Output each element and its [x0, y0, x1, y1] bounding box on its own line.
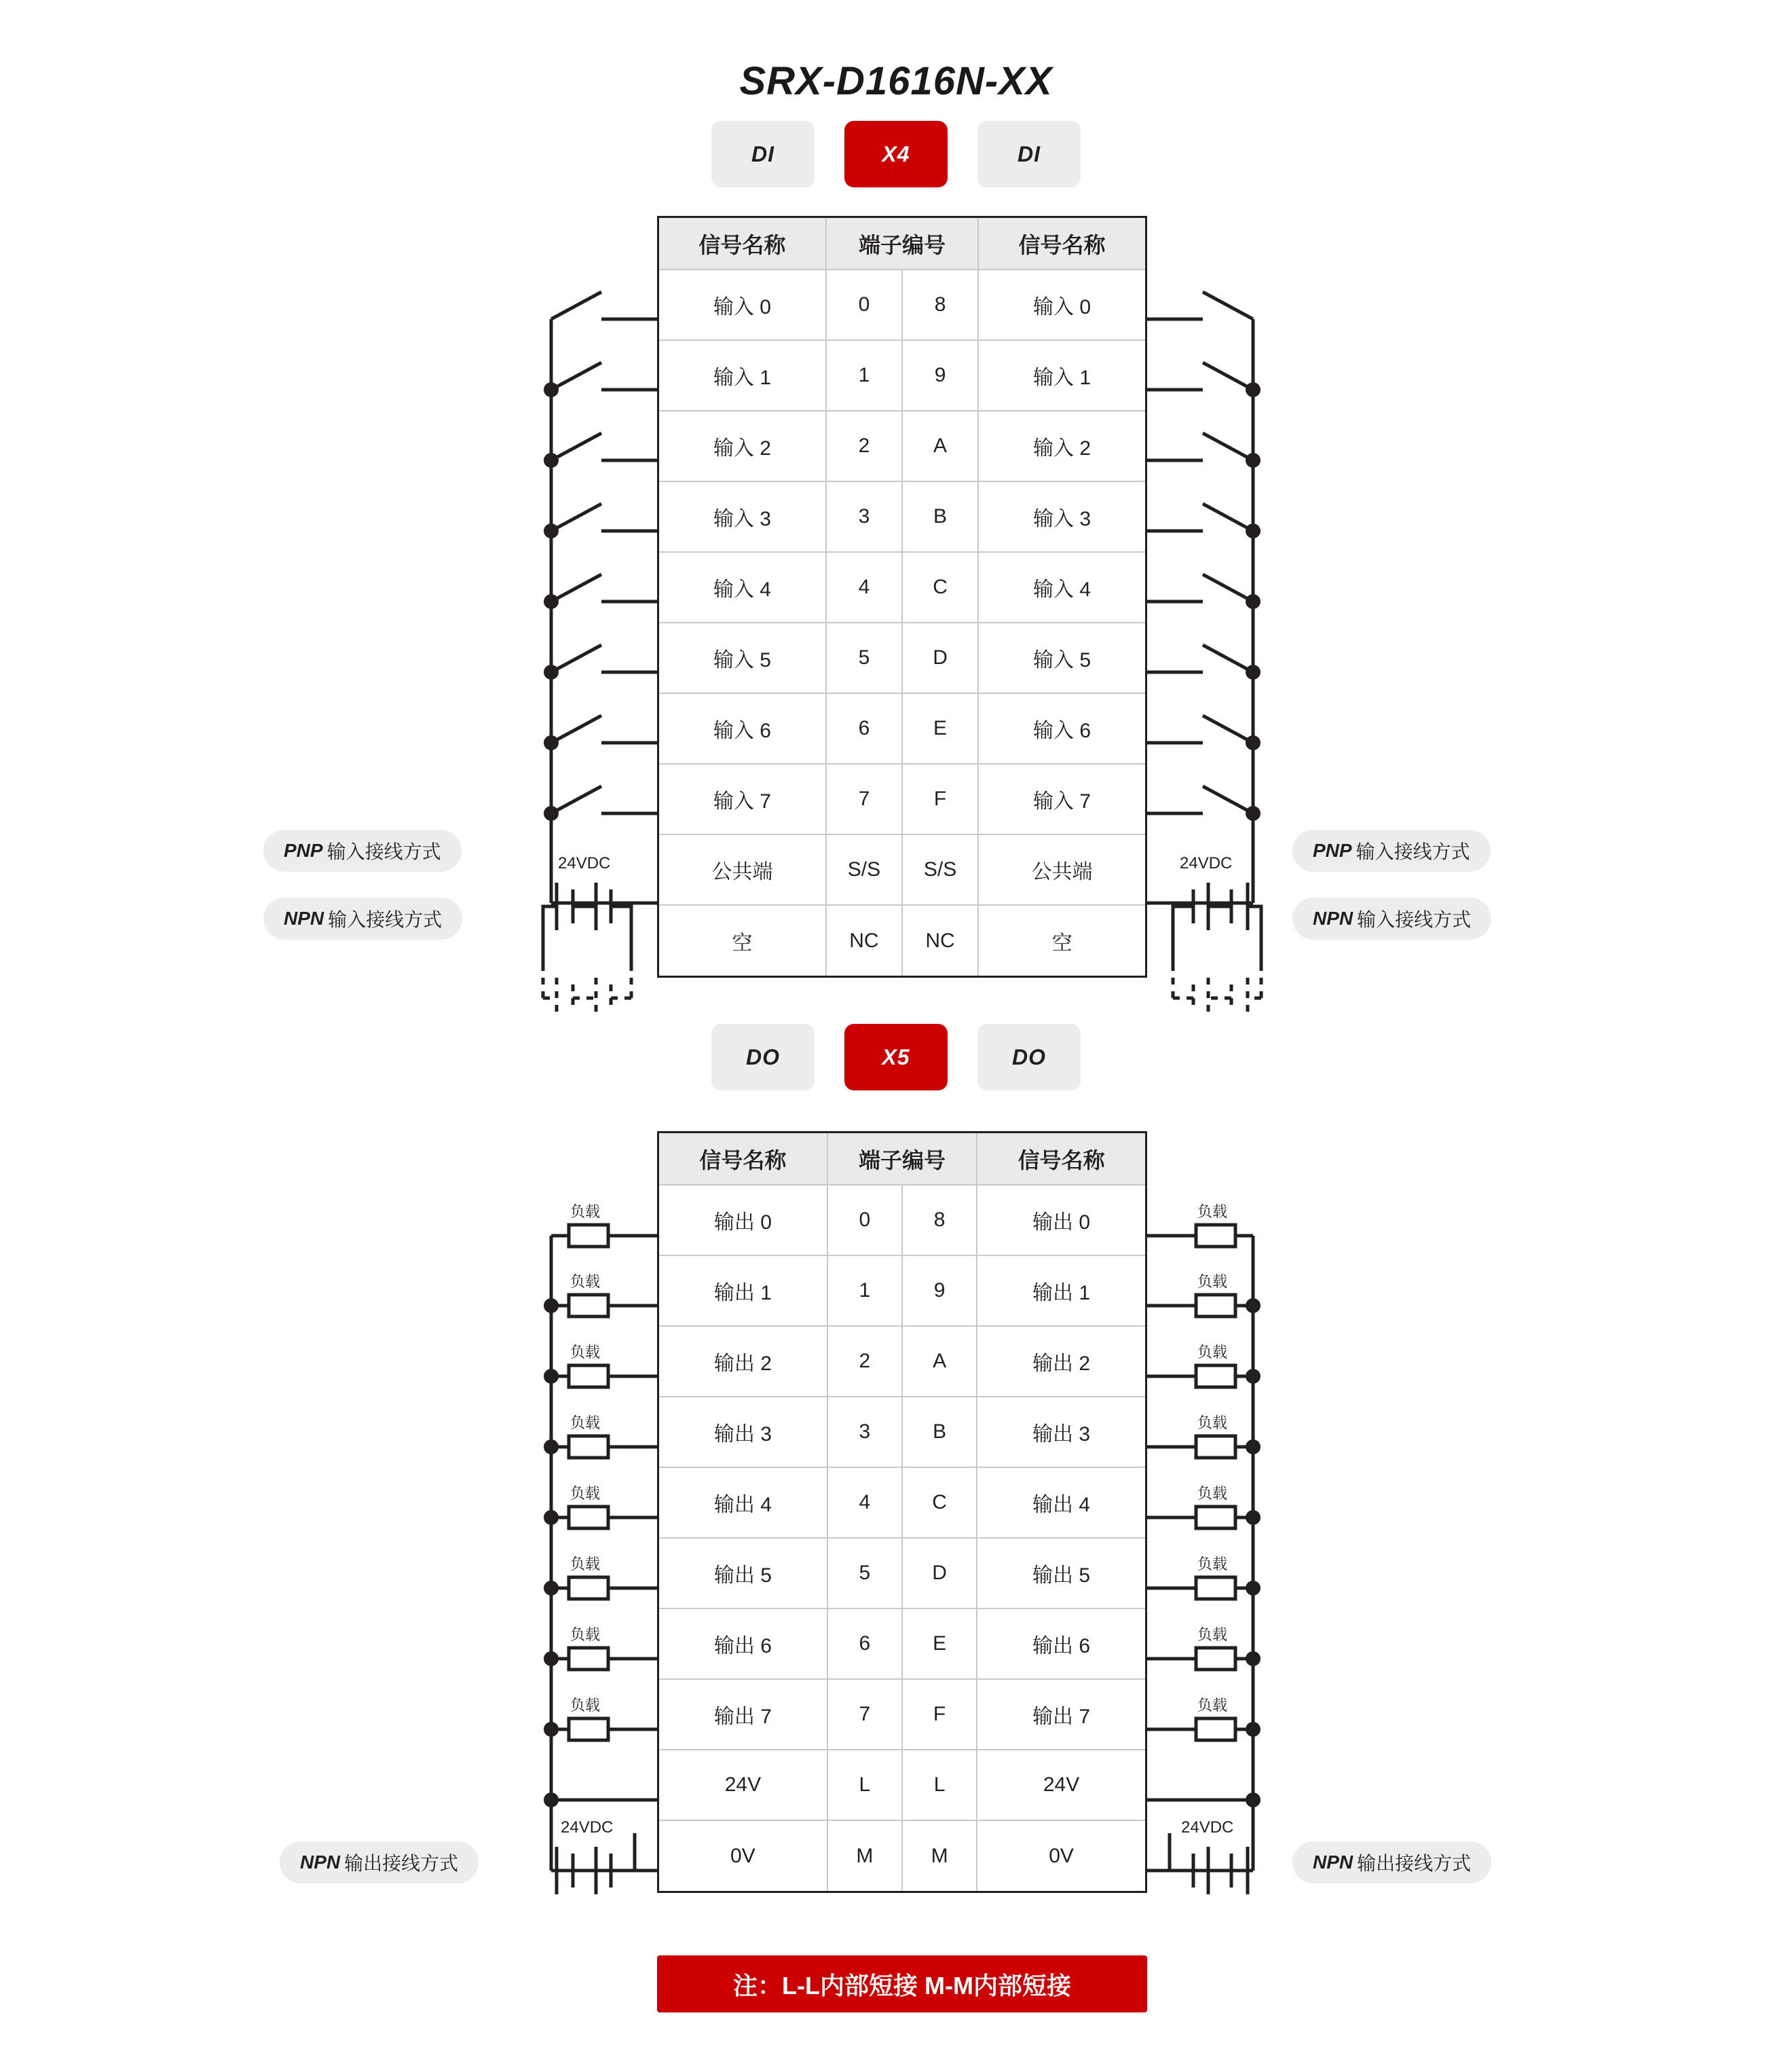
- cell-signal-right: 输入 3: [978, 481, 1145, 552]
- cell-signal-left: 输出 3: [659, 1397, 827, 1467]
- chip-do-left: DO: [711, 1024, 815, 1090]
- cell-signal-right: 输入 4: [978, 552, 1145, 623]
- cell-signal-left: 输出 0: [659, 1185, 827, 1255]
- table-row: [659, 411, 1145, 481]
- cell-terminal-left: 0: [827, 1185, 902, 1255]
- note-banner: 注：L-L内部短接 M-M内部短接: [657, 1955, 1147, 2012]
- cell-terminal-right: F: [902, 764, 978, 834]
- cell-terminal-left: 5: [826, 623, 902, 693]
- load-label: 负载: [1197, 1697, 1228, 1714]
- cell-terminal-right: D: [902, 623, 978, 693]
- do-left-supply-label: 24VDC: [561, 1818, 614, 1837]
- chip-x5: X5: [844, 1024, 948, 1090]
- cell-signal-right: 输入 7: [978, 764, 1145, 834]
- cell-terminal-left: 5: [827, 1538, 902, 1608]
- cell-terminal-left: 7: [826, 764, 902, 834]
- di-left-label-npn-strong: NPN: [284, 908, 324, 929]
- cell-signal-left: 0V: [659, 1820, 827, 1891]
- cell-terminal-right: S/S: [902, 834, 978, 905]
- cell-terminal-right: 8: [902, 270, 978, 340]
- cell-signal-left: 输入 3: [659, 481, 826, 552]
- cell-terminal-left: 4: [827, 1467, 902, 1538]
- di-chip-row: [0, 121, 1792, 187]
- cell-signal-left: 24V: [659, 1750, 827, 1820]
- cell-terminal-left: 7: [827, 1679, 902, 1750]
- cell-terminal-right: A: [902, 411, 978, 481]
- load-label: 负载: [1197, 1344, 1228, 1361]
- cell-terminal-right: D: [902, 1538, 977, 1608]
- load-label: 负载: [570, 1414, 601, 1431]
- di-table-header-row: [659, 218, 1145, 270]
- table-row: [659, 1467, 1145, 1538]
- cell-signal-right: 输出 3: [977, 1397, 1145, 1467]
- load-label: 负载: [570, 1203, 601, 1220]
- cell-terminal-left: NC: [826, 905, 902, 976]
- load-label: 负载: [570, 1273, 601, 1290]
- load-label: 负载: [1197, 1414, 1228, 1431]
- cell-terminal-left: 6: [826, 693, 902, 764]
- cell-terminal-right: F: [902, 1679, 977, 1750]
- table-row: [659, 1255, 1145, 1326]
- cell-terminal-right: 9: [902, 340, 978, 411]
- cell-terminal-left: 4: [826, 552, 902, 623]
- di-header-signal-right: 信号名称: [978, 218, 1145, 270]
- cell-terminal-left: 6: [827, 1608, 902, 1679]
- cell-signal-right: 输入 6: [978, 693, 1145, 764]
- do-right-label-npn: [1292, 1841, 1491, 1883]
- cell-terminal-right: E: [902, 1608, 977, 1679]
- load-label: 负载: [1197, 1626, 1228, 1643]
- di-left-label-pnp: [263, 830, 462, 872]
- cell-signal-right: 输出 6: [977, 1608, 1145, 1679]
- cell-signal-left: 输出 1: [659, 1255, 827, 1326]
- cell-signal-left: 输出 4: [659, 1467, 827, 1538]
- cell-signal-right: 公共端: [978, 834, 1145, 905]
- table-row: [659, 623, 1145, 693]
- table-row: [659, 481, 1145, 552]
- di-header-terminal: 端子编号: [826, 218, 978, 270]
- chip-di-right: DI: [977, 121, 1081, 187]
- cell-signal-right: 输出 5: [977, 1538, 1145, 1608]
- do-right-label-npn-text: 输出接线方式: [1357, 1853, 1472, 1874]
- load-label: 负载: [1197, 1273, 1228, 1290]
- do-left-label-npn-text: 输出接线方式: [344, 1853, 459, 1874]
- load-label: 负载: [570, 1485, 601, 1502]
- chip-di-left: DI: [711, 121, 815, 187]
- table-row: [659, 1538, 1145, 1608]
- cell-signal-left: 输入 5: [659, 623, 826, 693]
- cell-signal-left: 输入 0: [659, 270, 826, 340]
- cell-terminal-left: 1: [827, 1255, 902, 1326]
- cell-signal-left: 输入 7: [659, 764, 826, 834]
- cell-signal-right: 24V: [977, 1750, 1145, 1820]
- page-title: SRX-D1616N-XX: [739, 59, 1053, 103]
- cell-signal-right: 输入 5: [978, 623, 1145, 693]
- cell-terminal-right: C: [902, 1467, 977, 1538]
- cell-signal-right: 输入 0: [978, 270, 1145, 340]
- di-right-label-npn-strong: NPN: [1313, 908, 1354, 929]
- load-label: 负载: [570, 1626, 601, 1643]
- table-row: [659, 693, 1145, 764]
- cell-signal-right: 输出 7: [977, 1679, 1145, 1750]
- chip-x4: X4: [844, 121, 948, 187]
- cell-signal-right: 0V: [977, 1820, 1145, 1891]
- cell-signal-left: 输入 2: [659, 411, 826, 481]
- cell-signal-right: 空: [978, 905, 1145, 976]
- cell-terminal-left: L: [827, 1750, 902, 1820]
- cell-signal-left: 输出 6: [659, 1608, 827, 1679]
- cell-terminal-left: 1: [826, 340, 902, 411]
- di-right-label-pnp-text: 输入接线方式: [1356, 841, 1470, 862]
- cell-signal-right: 输出 2: [977, 1326, 1145, 1397]
- table-row: [659, 1608, 1145, 1679]
- table-row: [659, 1326, 1145, 1397]
- load-label: 负载: [570, 1555, 601, 1572]
- di-left-label-pnp-text: 输入接线方式: [326, 841, 441, 862]
- load-label: 负载: [1197, 1485, 1228, 1502]
- load-label: 负载: [570, 1344, 601, 1361]
- cell-terminal-left: 0: [826, 270, 902, 340]
- do-header-signal-left: 信号名称: [659, 1133, 827, 1185]
- cell-terminal-left: M: [827, 1820, 902, 1891]
- do-header-terminal: 端子编号: [827, 1133, 977, 1185]
- cell-terminal-right: 8: [902, 1185, 977, 1255]
- cell-terminal-left: 3: [827, 1397, 902, 1467]
- load-label: 负载: [1197, 1203, 1228, 1220]
- cell-terminal-right: B: [902, 481, 978, 552]
- cell-signal-left: 输入 1: [659, 340, 826, 411]
- cell-signal-left: 输出 7: [659, 1679, 827, 1750]
- do-left-label-npn: [280, 1841, 479, 1883]
- table-row: [659, 1185, 1145, 1255]
- cell-signal-left: 输入 6: [659, 693, 826, 764]
- chip-do-right: DO: [977, 1024, 1081, 1090]
- cell-signal-left: 输出 5: [659, 1538, 827, 1608]
- di-right-label-pnp: [1292, 830, 1491, 872]
- do-right-supply-label: 24VDC: [1181, 1818, 1234, 1837]
- cell-signal-left: 公共端: [659, 834, 826, 905]
- di-table: [657, 216, 1147, 978]
- cell-terminal-right: A: [902, 1326, 977, 1397]
- table-row: [659, 905, 1145, 976]
- cell-signal-left: 输入 4: [659, 552, 826, 623]
- di-right-label-npn-text: 输入接线方式: [1357, 909, 1472, 930]
- do-table-header-row: [659, 1133, 1145, 1185]
- cell-signal-right: 输出 4: [977, 1467, 1145, 1538]
- cell-terminal-right: B: [902, 1397, 977, 1467]
- load-label: 负载: [1197, 1555, 1228, 1572]
- cell-signal-right: 输出 0: [977, 1185, 1145, 1255]
- table-row: [659, 1397, 1145, 1467]
- cell-terminal-right: 9: [902, 1255, 977, 1326]
- cell-terminal-left: 3: [826, 481, 902, 552]
- table-row: [659, 270, 1145, 340]
- di-right-label-npn: [1292, 898, 1491, 940]
- table-row: [659, 340, 1145, 411]
- di-left-label-npn-text: 输入接线方式: [328, 909, 443, 930]
- di-right-supply-label: 24VDC: [1180, 854, 1233, 872]
- di-left-label-pnp-strong: PNP: [284, 840, 323, 861]
- cell-terminal-right: M: [902, 1820, 977, 1891]
- table-row: [659, 764, 1145, 834]
- cell-terminal-left: 2: [827, 1326, 902, 1397]
- di-header-signal-left: 信号名称: [659, 218, 826, 270]
- do-table: [657, 1131, 1147, 1893]
- cell-signal-right: 输出 1: [977, 1255, 1145, 1326]
- cell-terminal-right: C: [902, 552, 978, 623]
- load-label: 负载: [570, 1697, 601, 1714]
- di-right-label-pnp-strong: PNP: [1313, 840, 1352, 861]
- cell-terminal-right: E: [902, 693, 978, 764]
- di-left-supply-label: 24VDC: [558, 854, 611, 872]
- cell-terminal-left: 2: [826, 411, 902, 481]
- cell-signal-right: 输入 1: [978, 340, 1145, 411]
- cell-terminal-left: S/S: [826, 834, 902, 905]
- table-row: [659, 834, 1145, 905]
- cell-signal-left: 输出 2: [659, 1326, 827, 1397]
- do-header-signal-right: 信号名称: [977, 1133, 1145, 1185]
- cell-signal-right: 输入 2: [978, 411, 1145, 481]
- cell-signal-left: 空: [659, 905, 826, 976]
- table-row: [659, 1679, 1145, 1750]
- cell-terminal-right: L: [902, 1750, 977, 1820]
- cell-terminal-right: NC: [902, 905, 978, 976]
- table-row: [659, 1750, 1145, 1820]
- table-row: [659, 1820, 1145, 1891]
- table-row: [659, 552, 1145, 623]
- do-right-label-npn-strong: NPN: [1313, 1852, 1354, 1873]
- di-left-label-npn: [263, 898, 462, 940]
- do-left-label-npn-strong: NPN: [300, 1852, 341, 1873]
- do-chip-row: [0, 1024, 1792, 1090]
